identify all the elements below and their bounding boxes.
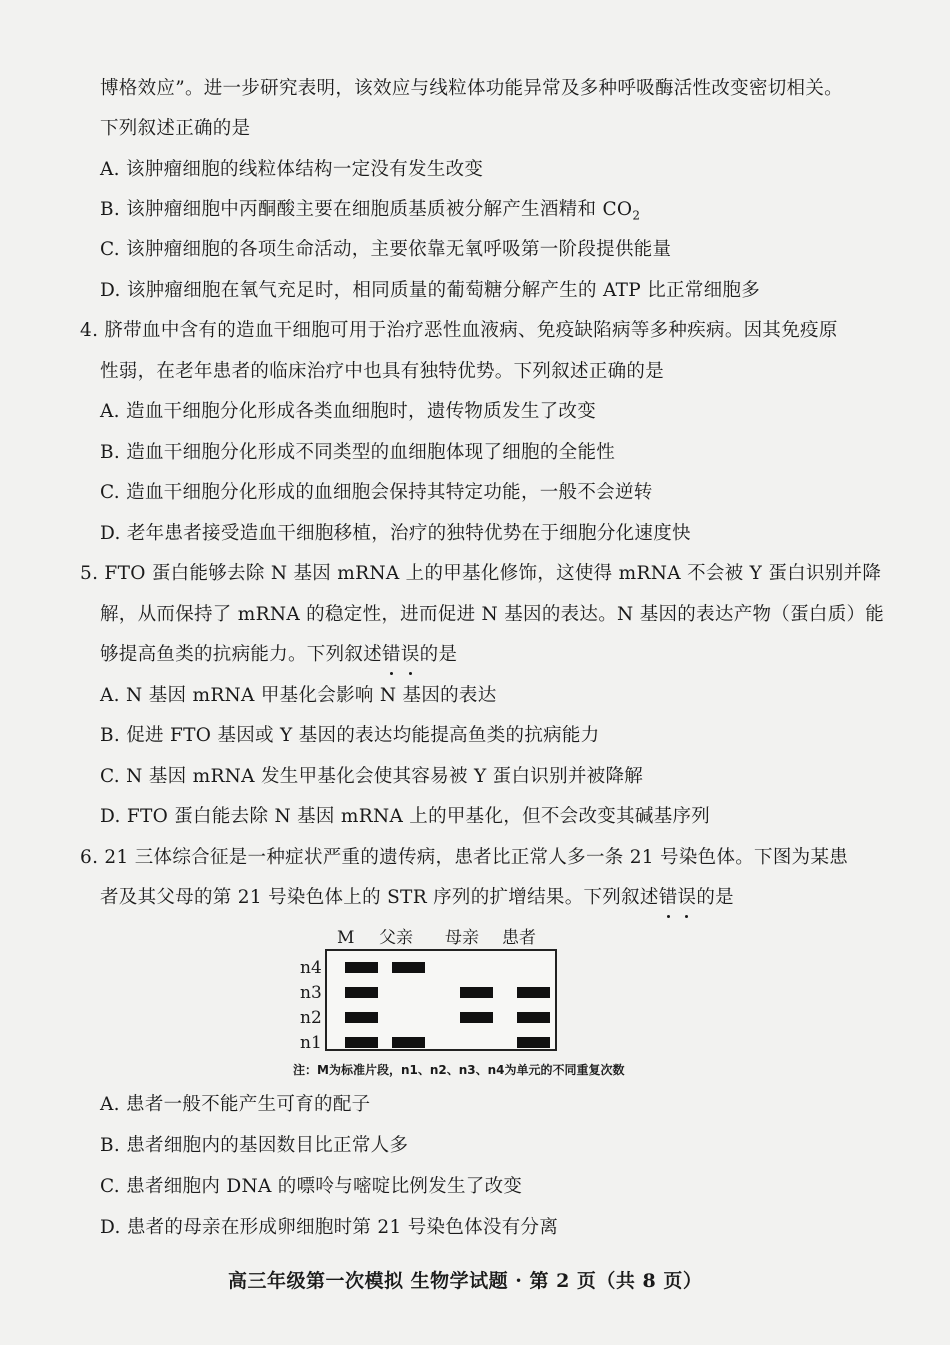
gel-row-label: n4 bbox=[300, 958, 322, 978]
q6-stem-line1: 6. 21 三体综合征是一种症状严重的遗传病，患者比正常人多一条 21 号染色体。下图为某患 bbox=[80, 847, 849, 868]
q6-emphasis-wrong: 错误 bbox=[659, 885, 697, 911]
q5-stem-tail: 的是 bbox=[419, 644, 458, 665]
q5-emphasis-wrong: 错误 bbox=[382, 642, 420, 668]
q5-option-d: D. FTO 蛋白能去除 N 基因 mRNA 上的甲基化，但不会改变其碱基序列 bbox=[100, 806, 711, 827]
q3-option-c: C. 该肿瘤细胞的各项生命活动，主要依靠无氧呼吸第一阶段提供能量 bbox=[100, 239, 672, 260]
gel-column-label: M bbox=[337, 928, 355, 948]
q5-option-c: C. N 基因 mRNA 发生甲基化会使其容易被 Y 蛋白识别并被降解 bbox=[100, 766, 644, 787]
q4-option-d: D. 老年患者接受造血干细胞移植，治疗的独特优势在于细胞分化速度快 bbox=[100, 523, 691, 544]
gel-band bbox=[392, 1037, 425, 1048]
gel-band bbox=[517, 1012, 550, 1023]
gel-column-label: 患者 bbox=[502, 928, 536, 948]
gel-column-label: 父亲 bbox=[379, 928, 413, 948]
q3-option-b-text: B. 该肿瘤细胞中丙酮酸主要在细胞质基质被分解产生酒精和 CO bbox=[100, 199, 633, 220]
q6-stem-line2 bbox=[100, 885, 734, 911]
q5-stem-text: 够提高鱼类的抗病能力。下列叙述 bbox=[100, 644, 383, 665]
gel-row-label: n2 bbox=[300, 1008, 322, 1028]
gel-band bbox=[345, 1012, 378, 1023]
q6-stem-tail: 的是 bbox=[696, 887, 734, 908]
gel-band bbox=[345, 987, 378, 998]
gel-band bbox=[345, 962, 378, 973]
q6-option-a: A. 患者一般不能产生可育的配子 bbox=[100, 1094, 371, 1115]
gel-band bbox=[460, 987, 493, 998]
q5-option-a: A. N 基因 mRNA 甲基化会影响 N 基因的表达 bbox=[100, 685, 497, 706]
str-gel-figure bbox=[295, 928, 855, 1078]
q4-option-b: B. 造血干细胞分化形成不同类型的血细胞体现了细胞的全能性 bbox=[100, 442, 616, 463]
q6-option-d: D. 患者的母亲在形成卵细胞时第 21 号染色体没有分离 bbox=[100, 1217, 559, 1238]
q5-stem-line3 bbox=[100, 642, 457, 668]
q3-stem-continued: 博格效应”。进一步研究表明，该效应与线粒体功能异常及多种呼吸酶活性改变密切相关。 bbox=[100, 78, 843, 99]
gel-row-label: n3 bbox=[300, 983, 322, 1003]
q4-stem-line1: 4. 脐带血中含有的造血干细胞可用于治疗恶性血液病、免疫缺陷病等多种疾病。因其免疫原 bbox=[80, 320, 838, 341]
figure-note: 注：M为标准片段，n1、n2、n3、n4为单元的不同重复次数 bbox=[293, 1063, 625, 1077]
q3-option-a: A. 该肿瘤细胞的线粒体结构一定没有发生改变 bbox=[100, 159, 484, 180]
q5-stem-line2: 解，从而保持了 mRNA 的稳定性，进而促进 N 基因的表达。N 基因的表达产物（蛋白质）能 bbox=[100, 604, 885, 625]
q4-option-c: C. 造血干细胞分化形成的血细胞会保持其特定功能，一般不会逆转 bbox=[100, 482, 653, 503]
q6-option-c: C. 患者细胞内 DNA 的嘌呤与嘧啶比例发生了改变 bbox=[100, 1176, 523, 1197]
page-footer: 高三年级第一次模拟 生物学试题 · 第 2 页（共 8 页） bbox=[228, 1270, 703, 1292]
q5-stem-line1: 5. FTO 蛋白能够去除 N 基因 mRNA 上的甲基化修饰，这使得 mRNA 不会被 Y 蛋白识别并降 bbox=[80, 563, 882, 584]
gel-band bbox=[460, 1012, 493, 1023]
q4-option-a: A. 造血干细胞分化形成各类血细胞时，遗传物质发生了改变 bbox=[100, 401, 597, 422]
q3-stem-prompt: 下列叙述正确的是 bbox=[100, 118, 251, 139]
gel-row-label: n1 bbox=[300, 1033, 322, 1053]
q3-option-b bbox=[100, 197, 640, 229]
q5-option-b: B. 促进 FTO 基因或 Y 基因的表达均能提高鱼类的抗病能力 bbox=[100, 725, 600, 746]
q6-option-b: B. 患者细胞内的基因数目比正常人多 bbox=[100, 1135, 409, 1156]
gel-column-label: 母亲 bbox=[445, 928, 479, 948]
q6-stem-text: 者及其父母的第 21 号染色体上的 STR 序列的扩增结果。下列叙述 bbox=[100, 887, 659, 908]
q4-stem-line2: 性弱，在老年患者的临床治疗中也具有独特优势。下列叙述正确的是 bbox=[100, 361, 665, 382]
q3-option-d: D. 该肿瘤细胞在氧气充足时，相同质量的葡萄糖分解产生的 ATP 比正常细胞多 bbox=[100, 280, 761, 301]
gel-band bbox=[345, 1037, 378, 1048]
co2-subscript: 2 bbox=[632, 208, 641, 223]
gel-band bbox=[517, 987, 550, 998]
gel-band bbox=[392, 962, 425, 973]
gel-band bbox=[517, 1037, 550, 1048]
